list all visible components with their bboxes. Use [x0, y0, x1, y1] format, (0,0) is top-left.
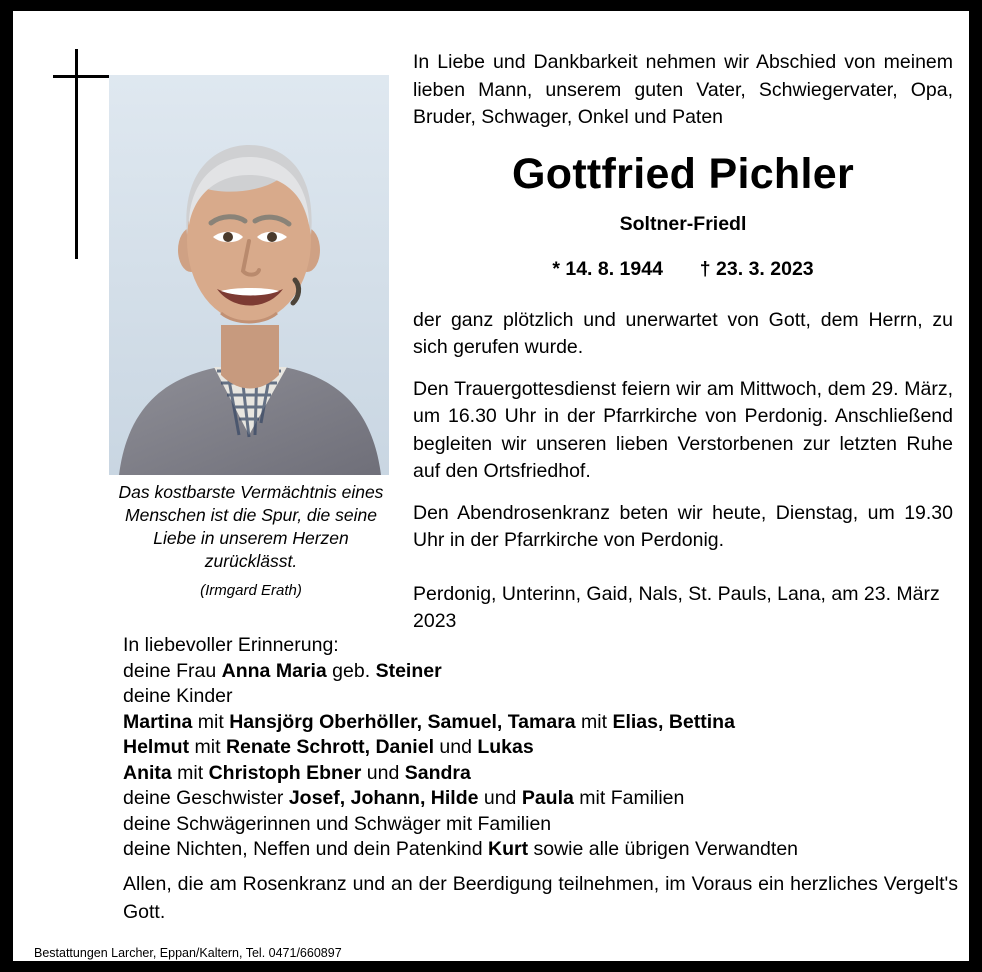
funeral-home-footer: Bestattungen Larcher, Eppan/Kaltern, Tel. 0471/660897: [34, 946, 342, 960]
survivor-line: Anita mit Christoph Ebner und Sandra: [123, 761, 471, 784]
obituary-card: [13, 11, 969, 961]
paragraph-rosary: Den Abendrosenkranz beten wir heute, Dienstag, um 19.30 Uhr in der Pfarrkirche von Perdonig.: [413, 501, 953, 551]
thanks-text: Allen, die am Rosenkranz und an der Beerdigung teilnehmen, im Voraus ein herzliches Vergelt's Gott.: [123, 873, 958, 923]
survivor-line: deine Schwägerinnen und Schwäger mit Familien: [123, 812, 552, 835]
cross-horizontal-bar: [53, 75, 109, 78]
survivor-line: deine Kinder: [123, 685, 233, 707]
survivors-heading: In liebevoller Erinnerung:: [123, 634, 339, 656]
survivor-line: deine Geschwister Josef, Johann, Hilde und Paula mit Familien: [123, 787, 685, 809]
survivor-line: deine Frau Anna Maria geb. Steiner: [123, 659, 442, 682]
birth-date: * 14. 8. 1944: [552, 257, 663, 280]
portrait-photo: [109, 75, 389, 475]
survivor-line: Martina mit Hansjörg Oberhöller, Samuel, Tamara mit Elias, Bettina: [123, 710, 735, 733]
deceased-name: Gottfried Pichler: [512, 149, 854, 198]
memorial-quote: [109, 481, 393, 602]
intro-text: In Liebe und Dankbarkeit nehmen wir Abschied von meinem lieben Mann, unserem guten Vater, Schwiegervater, Opa, Bruder, Schwager, Onkel und Paten: [413, 51, 953, 128]
paragraph-funeral-service: Den Trauergottesdienst feiern wir am Mittwoch, dem 29. März, um 16.30 Uhr in der Pfarrkirche von Perdonig. Anschließend begleiten wir unseren lieben Verstorbenen zur letzten Ruhe auf den Ortsfriedhof.: [413, 377, 953, 482]
paragraph-passing: der ganz plötzlich und unerwartet von Gott, dem Herrn, zu sich gerufen wurde.: [413, 308, 953, 358]
cross-vertical-bar: [75, 49, 78, 259]
cross-icon: [53, 49, 109, 259]
quote-author: (Irmgard Erath): [200, 582, 302, 599]
survivors-lines: [123, 659, 953, 863]
places-and-date: Perdonig, Unterinn, Gaid, Nals, St. Pauls, Lana, am 23. März 2023: [413, 582, 940, 632]
survivor-line: deine Nichten, Neffen und dein Patenkind Kurt sowie alle übrigen Verwandten: [123, 838, 799, 860]
survivors-list: [123, 633, 953, 863]
survivor-line: Helmut mit Renate Schrott, Daniel und Lukas: [123, 736, 534, 758]
quote-text: Das kostbarste Vermächtnis eines Menschen ist die Spur, die seine Liebe in unserem Herzen zurücklässt.: [118, 482, 384, 571]
obituary-main-text: [413, 49, 953, 636]
death-date: † 23. 3. 2023: [699, 257, 814, 280]
deceased-nickname: Soltner-Friedl: [619, 212, 747, 235]
life-dates: [413, 258, 953, 281]
